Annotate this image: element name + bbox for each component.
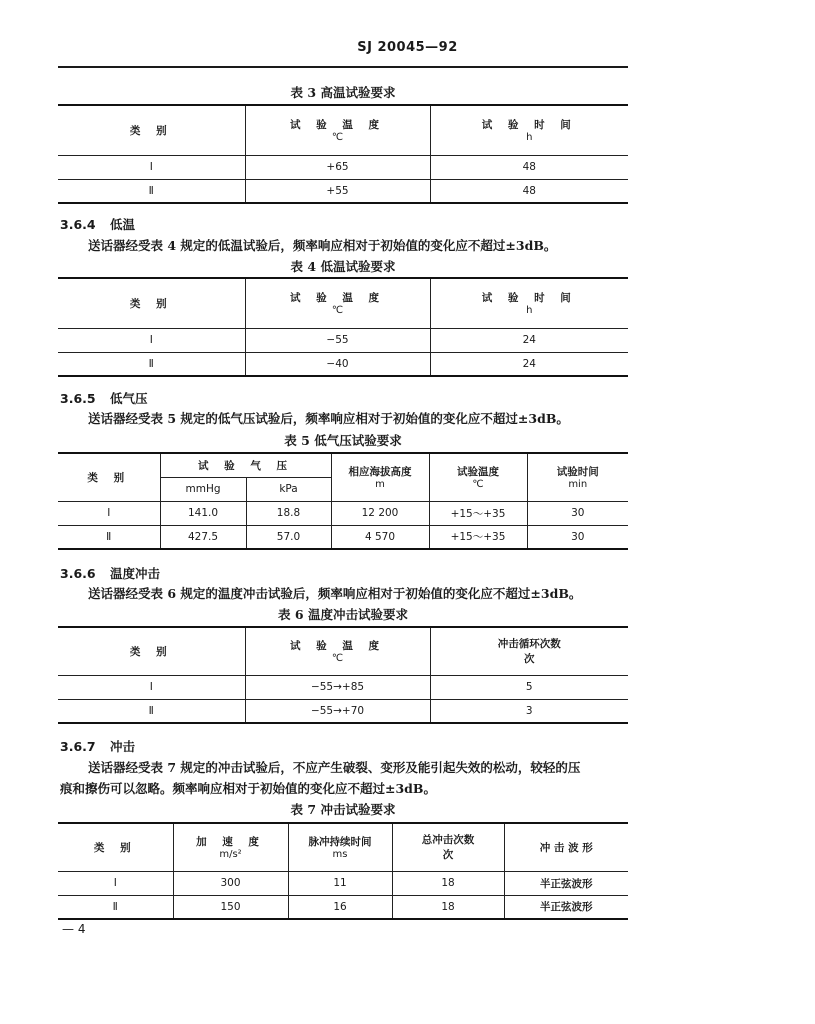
table5-cell: Ⅰ — [58, 501, 160, 525]
table3-cell: Ⅰ — [58, 155, 245, 179]
table5-cell: 141.0 — [160, 501, 246, 525]
section-3-6-7-heading: 3.6.7 冲击 — [60, 739, 136, 754]
section-3-6-6-text: 送话器经受表 6 规定的温度冲击试验后，频率响应相对于初始值的变化应不超过±3dB。 — [88, 586, 582, 601]
table7-cell: Ⅰ — [58, 871, 173, 895]
table5 — [58, 452, 628, 550]
table7 — [58, 822, 628, 920]
table5-cell: 12 200 — [331, 501, 429, 525]
table4-cell: −55 — [245, 328, 430, 352]
table5-header-kpa: kPa — [246, 477, 331, 501]
table3-header-temp: 试 验 温 度 ℃ — [245, 105, 430, 155]
table4-cell: Ⅰ — [58, 328, 245, 352]
document-code: SJ 20045—92 — [357, 40, 458, 55]
table5-header-category: 类 别 — [58, 453, 160, 501]
section-3-6-7-text-line1: 送话器经受表 7 规定的冲击试验后，不应产生破裂、变形及能引起失效的松动，较轻的压 — [88, 760, 581, 775]
section-3-6-6-heading: 3.6.6 温度冲击 — [60, 566, 161, 581]
table6-cell: 3 — [430, 699, 628, 723]
table7-cell: 18 — [392, 871, 504, 895]
table5-cell: +15～+35 — [429, 501, 527, 525]
table3-cell: 48 — [430, 155, 628, 179]
section-3-6-4-heading: 3.6.4 低温 — [60, 217, 136, 232]
table4-cell: Ⅱ — [58, 352, 245, 376]
table5-caption: 表 5 低气压试验要求 — [284, 433, 402, 448]
table7-header-category: 类 别 — [58, 823, 173, 871]
table5-cell: Ⅱ — [58, 525, 160, 549]
table5-cell: 18.8 — [246, 501, 331, 525]
table7-cell: 300 — [173, 871, 288, 895]
table7-header-wave: 冲 击 波 形 — [504, 823, 628, 871]
header-rule — [58, 66, 628, 68]
section-3-6-7-text-line2: 痕和擦伤可以忽略。频率响应相对于初始值的变化应不超过±3dB。 — [60, 781, 436, 796]
table5-cell: 30 — [527, 501, 628, 525]
table5-header-temp: 试验温度 ℃ — [429, 453, 527, 501]
table4 — [58, 277, 628, 377]
section-3-6-5-text: 送话器经受表 5 规定的低气压试验后，频率响应相对于初始值的变化应不超过±3dB。 — [88, 411, 569, 426]
table4-cell: −40 — [245, 352, 430, 376]
table6-cell: Ⅰ — [58, 675, 245, 699]
table6-header-cycles: 冲击循环次数 次 — [430, 627, 628, 675]
table7-cell: 150 — [173, 895, 288, 919]
table5-cell: 4 570 — [331, 525, 429, 549]
table5-header-mmhg: mmHg — [160, 477, 246, 501]
table3-cell: +55 — [245, 179, 430, 203]
table4-header-temp: 试 验 温 度 ℃ — [245, 278, 430, 328]
table6 — [58, 626, 628, 724]
table3-header-time: 试 验 时 间 h — [430, 105, 628, 155]
table5-cell: 57.0 — [246, 525, 331, 549]
table5-cell: +15～+35 — [429, 525, 527, 549]
table7-header-accel: 加 速 度 m/s² — [173, 823, 288, 871]
table3-cell: +65 — [245, 155, 430, 179]
table7-cell: Ⅱ — [58, 895, 173, 919]
table3-cell: 48 — [430, 179, 628, 203]
table7-cell: 半正弦波形 — [504, 895, 628, 919]
table6-cell: −55→+70 — [245, 699, 430, 723]
table7-cell: 11 — [288, 871, 392, 895]
table4-header-time: 试 验 时 间 h — [430, 278, 628, 328]
table5-cell: 427.5 — [160, 525, 246, 549]
table7-cell: 18 — [392, 895, 504, 919]
table5-cell: 30 — [527, 525, 628, 549]
table3 — [58, 104, 628, 204]
table7-cell: 半正弦波形 — [504, 871, 628, 895]
table7-cell: 16 — [288, 895, 392, 919]
section-3-6-5-heading: 3.6.5 低气压 — [60, 391, 148, 406]
table6-header-category: 类 别 — [58, 627, 245, 675]
table6-header-temp: 试 验 温 度 ℃ — [245, 627, 430, 675]
table4-cell: 24 — [430, 328, 628, 352]
table3-header-category: 类 别 — [58, 105, 245, 155]
table6-cell: −55→+85 — [245, 675, 430, 699]
table5-header-altitude: 相应海拔高度 m — [331, 453, 429, 501]
table3-cell: Ⅱ — [58, 179, 245, 203]
page-number: — 4 — [62, 922, 86, 936]
table7-header-count: 总冲击次数 次 — [392, 823, 504, 871]
table5-header-pressure: 试 验 气 压 — [160, 453, 331, 477]
table3-caption: 表 3 高温试验要求 — [290, 85, 396, 100]
table6-cell: 5 — [430, 675, 628, 699]
table6-cell: Ⅱ — [58, 699, 245, 723]
table4-cell: 24 — [430, 352, 628, 376]
section-3-6-4-text: 送话器经受表 4 规定的低温试验后，频率响应相对于初始值的变化应不超过±3dB。 — [88, 238, 557, 253]
table6-caption: 表 6 温度冲击试验要求 — [278, 607, 408, 622]
table4-caption: 表 4 低温试验要求 — [290, 259, 396, 274]
table5-header-time: 试验时间 min — [527, 453, 628, 501]
table7-header-pulse: 脉冲持续时间 ms — [288, 823, 392, 871]
table4-header-category: 类 别 — [58, 278, 245, 328]
table7-caption: 表 7 冲击试验要求 — [290, 802, 396, 817]
